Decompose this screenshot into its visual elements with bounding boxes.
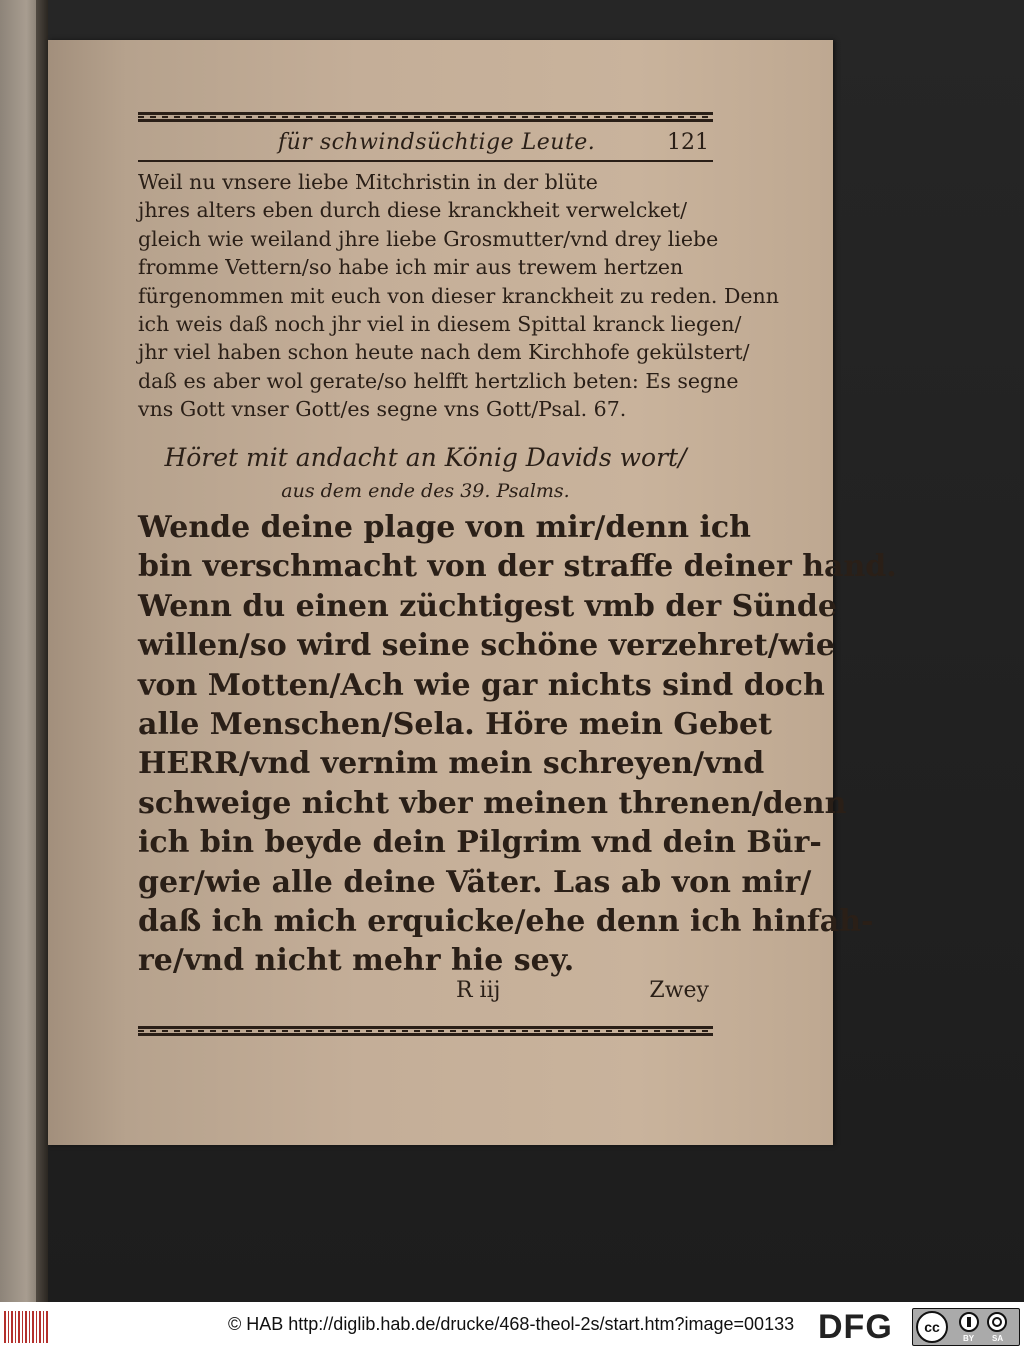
- paragraph-line: gleich wie weiland jhre liebe Grosmutter/vnd drey liebe: [138, 226, 719, 251]
- catchline: [138, 976, 713, 1010]
- running-head: [138, 128, 713, 158]
- paragraph-line: ich weis daß noch jhr viel in diesem Spittal kranck liegen/: [138, 312, 742, 337]
- psalm-line: bin verschmacht von der straffe deiner hand.: [138, 549, 897, 585]
- paragraph-line: jhr viel haben schon heute nach dem Kirchhofe gekülstert/: [138, 340, 750, 365]
- paragraph-line: jhres alters eben durch diese kranckheit verwelcket/: [138, 198, 688, 223]
- book-spine: [36, 0, 48, 1302]
- paragraph-line: Weil nu vnsere liebe Mitchristin in der blüte: [138, 170, 598, 194]
- share-alike-icon: [987, 1312, 1007, 1332]
- psalm-line: ich bin beyde dein Pilgrim vnd dein Bür-: [138, 825, 822, 861]
- psalm-line: Wende deine plage von mir/denn ich: [138, 510, 751, 545]
- psalm-line: Wenn du einen züchtigest vmb der Sünde: [138, 588, 837, 624]
- running-title: für schwindsüchtige Leute.: [278, 130, 596, 155]
- psalm-line: re/vnd nicht mehr hie sey.: [138, 943, 575, 979]
- cc-license-badge[interactable]: [912, 1308, 1020, 1346]
- heading-subline: aus dem ende des 39. Psalms.: [281, 480, 570, 502]
- psalm-line: willen/so wird seine schöne verzehret/wie: [138, 628, 835, 664]
- attribution-icon: [959, 1312, 979, 1332]
- dfg-logo[interactable]: DFG: [818, 1308, 893, 1346]
- running-head-rule: [138, 160, 713, 162]
- paragraph-line: fromme Vettern/so habe ich mir aus trewem hertzen: [138, 255, 684, 280]
- psalm-line: ger/wie alle deine Väter. Las ab von mir/: [138, 864, 812, 900]
- catchword: Zwey: [649, 978, 709, 1003]
- paragraph-line: vns Gott vnser Gott/es segne vns Gott/Psal. 67.: [138, 397, 627, 422]
- cc-sa-label: SA: [992, 1334, 1004, 1343]
- page-number: 121: [667, 130, 709, 155]
- cc-icon: cc: [916, 1311, 948, 1343]
- cc-by-label: BY: [963, 1334, 975, 1343]
- section-heading: [138, 440, 713, 506]
- heading-line: Höret mit andacht an König Davids wort/: [164, 443, 687, 472]
- psalm-line: von Motten/Ach wie gar nichts sind doch: [138, 667, 825, 703]
- paragraph-line: fürgenommen mit euch von dieser kranckheit zu reden. Denn: [138, 283, 779, 308]
- footer-bar: [0, 1302, 1024, 1351]
- psalm-line: HERR/vnd vernim mein schreyen/vnd: [138, 746, 765, 782]
- psalm-line: schweige nicht vber meinen threnen/denn: [138, 785, 847, 821]
- barcode-icon: [4, 1311, 48, 1343]
- bottom-ornamental-rule: [138, 1026, 713, 1036]
- paragraph-line: daß es aber wol gerate/so helfft hertzlich beten: Es segne: [138, 368, 739, 393]
- signature-mark: R iij: [456, 978, 501, 1003]
- psalm-text: [138, 508, 897, 981]
- psalm-line: alle Menschen/Sela. Höre mein Gebet: [138, 707, 772, 743]
- citation-link[interactable]: © HAB http://diglib.hab.de/drucke/468-theol-2s/start.htm?image=00133: [228, 1314, 795, 1334]
- top-ornamental-rule: [138, 112, 713, 122]
- intro-paragraph: [138, 168, 779, 424]
- book-page: [48, 40, 897, 1145]
- psalm-line: daß ich mich erquicke/ehe denn ich hinfah-: [138, 904, 874, 940]
- text-block: [138, 110, 897, 1040]
- previous-page-edge: [0, 0, 48, 1302]
